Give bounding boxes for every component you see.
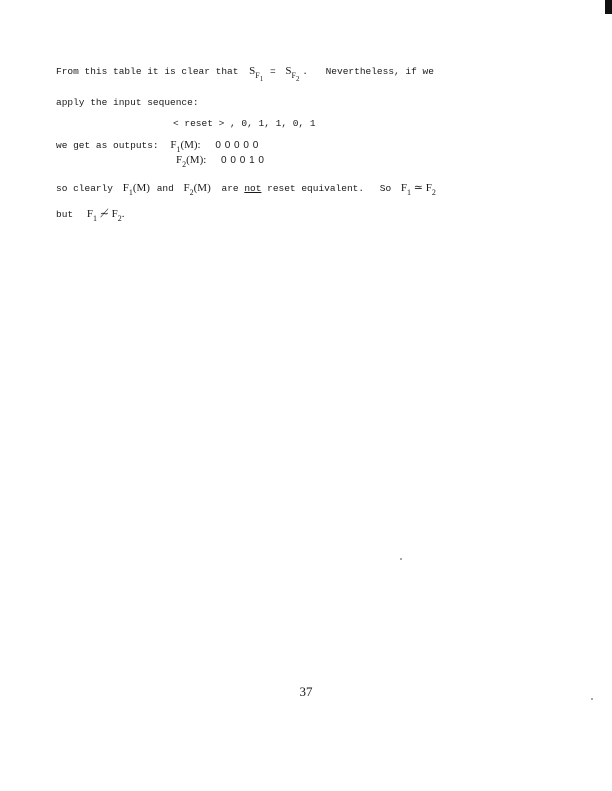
text-are: are bbox=[221, 183, 239, 194]
but-line bbox=[56, 207, 125, 223]
text-nevertheless: Nevertheless, if we bbox=[325, 66, 434, 77]
math-s-f1: $S_{F_1}$ bbox=[249, 65, 264, 83]
scan-speck bbox=[400, 558, 402, 560]
period: . bbox=[302, 66, 308, 77]
outputs-lead: we get as outputs: bbox=[56, 140, 159, 151]
paragraph-line-1 bbox=[56, 65, 434, 83]
sim-symbol: ≃ bbox=[413, 182, 423, 194]
math-f1-m-2: $F_1(M)$ bbox=[122, 182, 150, 197]
output-values-f2: 0 0 0 1 0 bbox=[221, 155, 265, 166]
math-f2-m: $F_2(M)$: bbox=[176, 154, 207, 169]
equals-sign: = bbox=[269, 66, 276, 77]
math-f2-m-2: $F_2(M)$ bbox=[183, 182, 211, 197]
scan-corner-mark bbox=[605, 0, 612, 14]
text-so: So bbox=[379, 183, 392, 194]
output-values-f1: 0 0 0 0 0 bbox=[215, 140, 259, 151]
not-sim-symbol: ≁ bbox=[99, 208, 109, 220]
text-intro: From this table it is clear that bbox=[56, 66, 239, 77]
text-but: but bbox=[56, 209, 74, 220]
text-so-clearly: so clearly bbox=[56, 183, 114, 194]
math-s-f2: $S_{F_2}$ bbox=[285, 65, 300, 83]
math-f1-m: $F_1(M)$: bbox=[170, 139, 201, 154]
outputs-line-f2 bbox=[176, 154, 264, 169]
input-sequence: < reset > , 0, 1, 1, 0, 1 bbox=[173, 118, 316, 129]
page-number: 37 bbox=[299, 684, 313, 699]
outputs-line-f1 bbox=[56, 139, 259, 154]
math-f1-nsim-f2: $F_1$ ≁ $F_2$. bbox=[86, 208, 125, 223]
text-and: and bbox=[156, 183, 174, 194]
conclusion-line bbox=[56, 181, 436, 197]
math-f1-sim-f2: $F_1$ ≃ $F_2$ bbox=[400, 182, 436, 197]
text-not-underlined: not bbox=[244, 183, 262, 194]
paragraph-line-2: apply the input sequence: bbox=[56, 97, 199, 108]
text-reset-equivalent: reset equivalent. bbox=[267, 183, 365, 194]
